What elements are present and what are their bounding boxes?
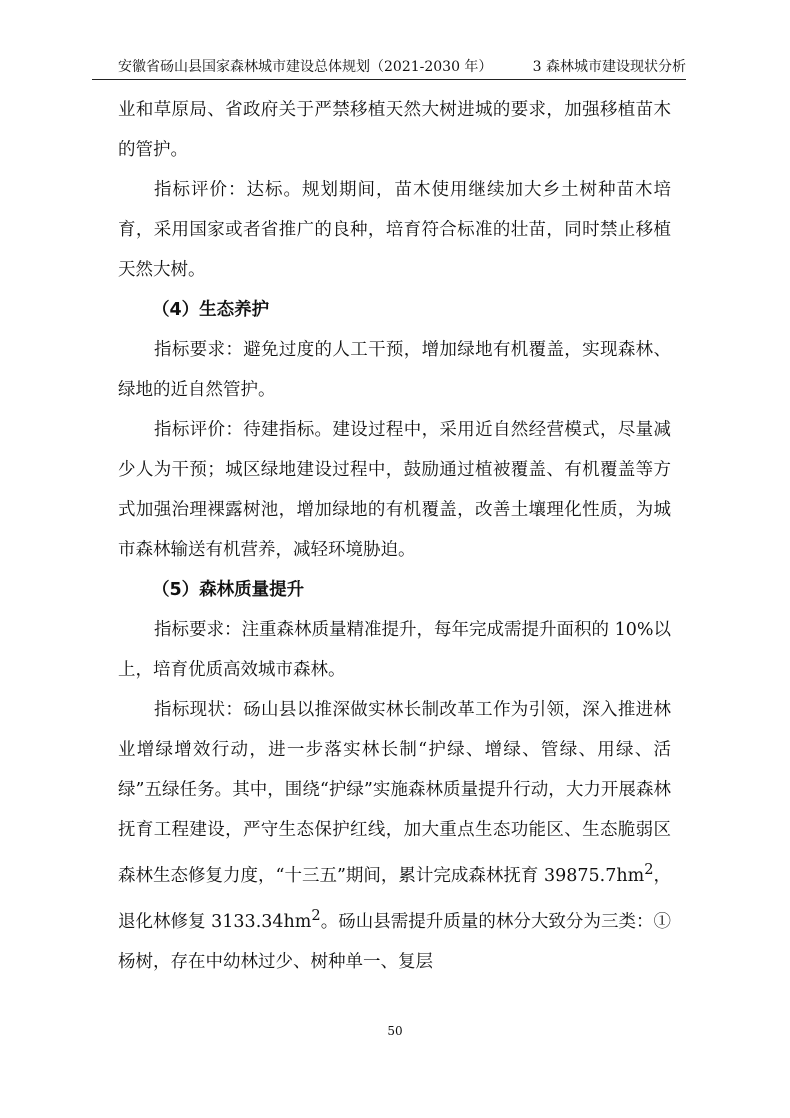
status-text-part2: ，退化林修复 3133.34hm: [118, 865, 672, 932]
paragraph-continued: 业和草原局、省政府关于严禁移植天然大树进城的要求，加强移植苗木的管护。: [118, 100, 671, 160]
section-heading-ecological-maintenance: （4）生态养护: [152, 300, 270, 320]
status-text-part3: 。砀山县需提升质量的林分大致分为三类：①杨树，存在中幼林过少、树种单一、复层: [118, 911, 672, 972]
superscript-area-unit-2: 2: [311, 906, 321, 924]
paragraph-status-quality: [118, 690, 671, 982]
page-header: [92, 56, 686, 80]
paragraph-evaluation-maintenance: 指标评价：待建指标。建设过程中，采用近自然经营模式，尽量减少人为干预；城区绿地建设过程中，鼓励通过植被覆盖、有机覆盖等方式加强治理裸露树池，增加绿地的有机覆盖，改善土壤理化性质，为城市森林输送有机营养，减轻环境胁迫。: [118, 420, 671, 560]
section-heading-forest-quality: （5）森林质量提升: [152, 580, 305, 600]
paragraph-evaluation-seedlings: 指标评价：达标。规划期间，苗木使用继续加大乡土树种苗木培育，采用国家或者省推广的良种，培育符合标准的壮苗，同时禁止移植天然大树。: [118, 180, 671, 280]
header-document-title: 安徽省砀山县国家森林城市建设总体规划（2021-2030 年）: [118, 59, 493, 75]
paragraph-requirement-quality: 指标要求：注重森林质量精准提升，每年完成需提升面积的 10%以上，培育优质高效城市森林。: [118, 620, 671, 680]
paragraph-requirement-maintenance: 指标要求：避免过度的人工干预，增加绿地有机覆盖，实现森林、绿地的近自然管护。: [118, 340, 671, 400]
status-text-part1: 指标现状：砀山县以推深做实林长制改革工作为引领，深入推进林业增绿增效行动，进一步落实林长制“护绿、增绿、管绿、用绿、活绿”五绿任务。其中，围绕“护绿”实施森林质量提升行动，大力开展森林抚育工程建设，严守生态保护红线，加大重点生态功能区、生态脆弱区森林生态修复力度，“十三五”期间，累计完成森林抚育 39875.7hm: [118, 700, 671, 886]
page-body: [118, 90, 671, 982]
header-rule: [92, 79, 686, 80]
superscript-area-unit-1: 2: [644, 861, 654, 878]
page-number: 50: [387, 1024, 403, 1038]
header-section-title: 3 森林城市建设现状分析: [532, 59, 686, 75]
